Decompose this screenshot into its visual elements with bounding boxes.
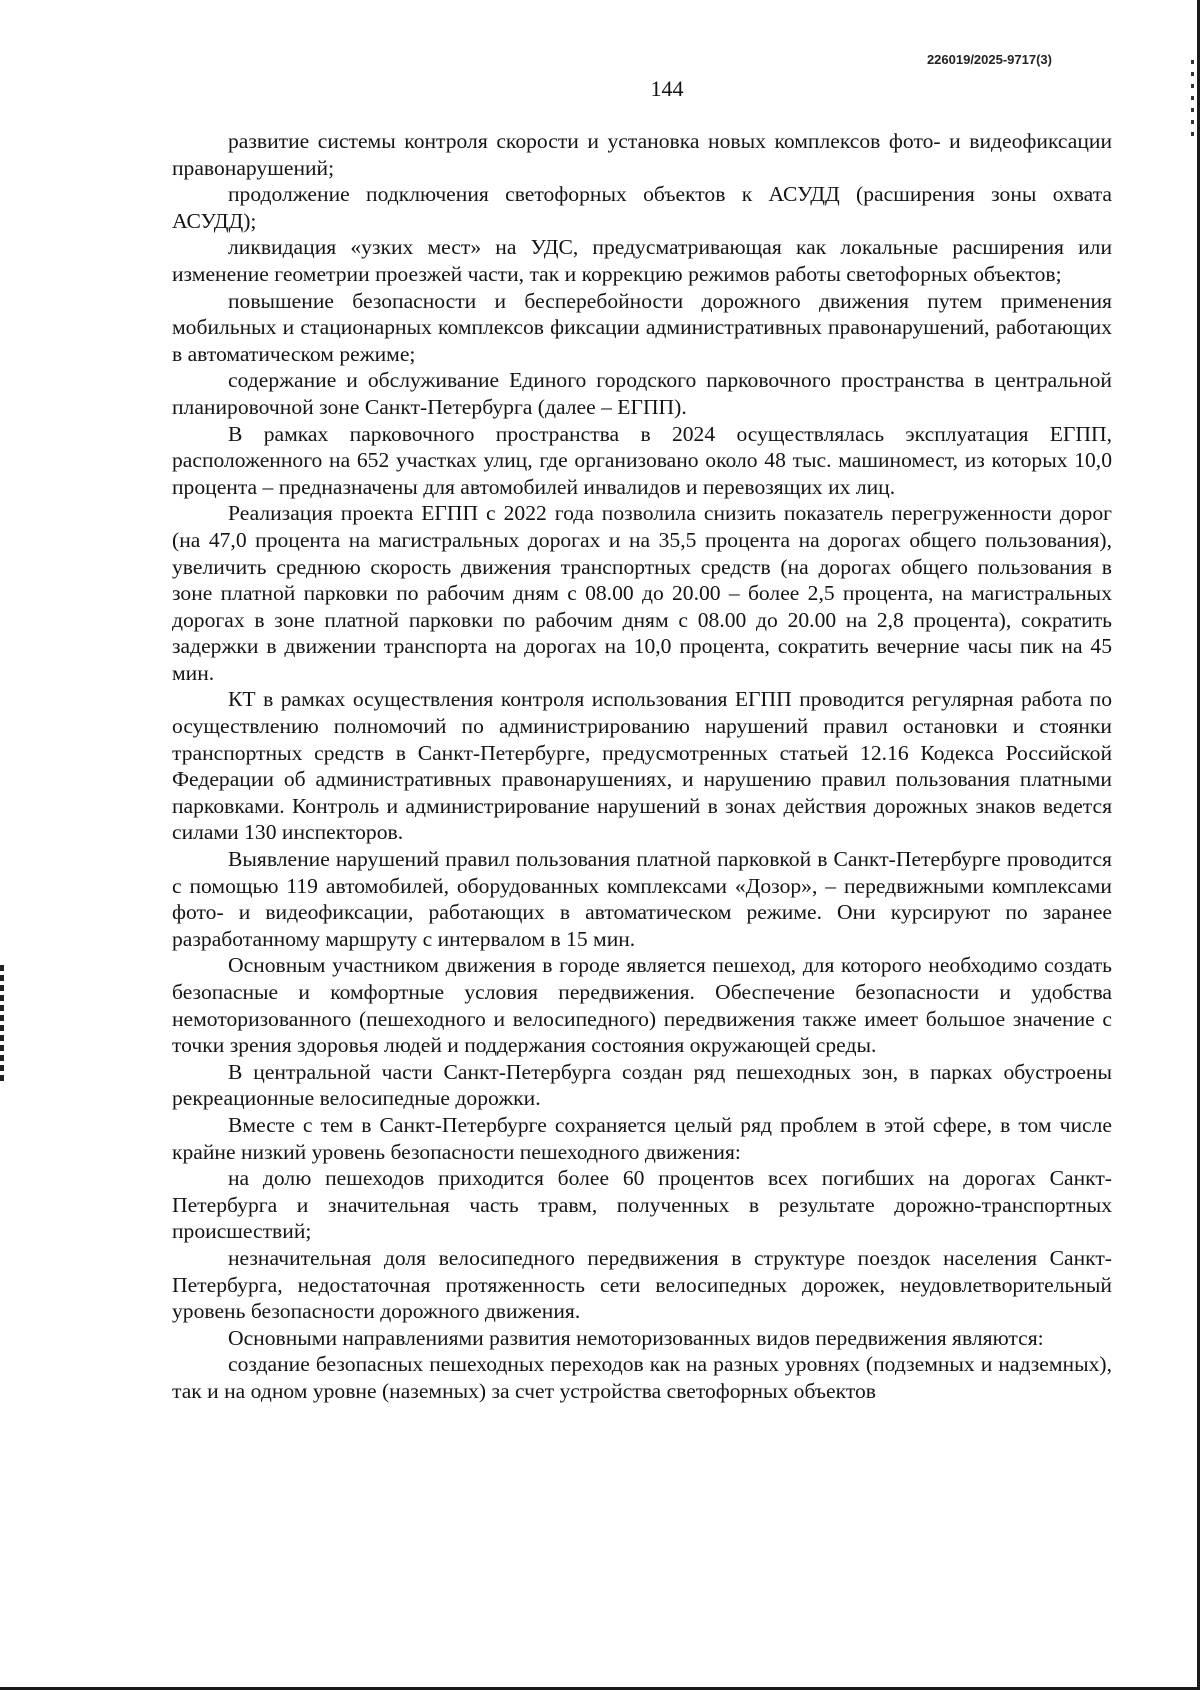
paragraph: незначительная доля велосипедного передвижения в структуре поездок населения Санкт-Петербурга, недостаточная протяженность сети велосипедных дорожек, неудовлетворительный уровень безопасности дорожного движения.	[172, 1245, 1112, 1324]
paragraph: развитие системы контроля скорости и установка новых комплексов фото- и видеофиксации правонарушений;	[172, 129, 1112, 180]
paragraph: создание безопасных пешеходных переходов как на разных уровнях (подземных и надземных), так и на одном уровне (наземных) за счет устройства светофорных объектов	[172, 1352, 1112, 1403]
paragraph: В рамках парковочного пространства в 2024 осуществлялась эксплуатация ЕГПП, расположенного на 652 участках улиц, где организовано около 48 тыс. машиномест, из которых 10,0 процента – предназначены для автомобилей инвалидов и перевозящих их лиц.	[172, 421, 1112, 499]
paragraph: Основными направлениями развития немоторизованных видов передвижения являются:	[228, 1325, 1044, 1350]
paragraph: повышение безопасности и бесперебойности дорожного движения путем применения мобильных и стационарных комплексов фиксации административных правонарушений, работающих в автоматическом режиме;	[172, 288, 1112, 366]
scan-mark-left	[0, 965, 4, 1085]
paragraph: Реализация проекта ЕГПП с 2022 года позволила снизить показатель перегруженности дорог (на 47,0 процента на магистральных дорогах и на 35,5 процента на дорогах общего пользования), увеличить среднюю скорость движения транспортных средств (на дорогах общего пользования в зоне платной парковки по рабочим дням с 08.00 до 20.00 – более 2,5 процента, на магистральных дорогах в зоне платной парковки по рабочим дням с 08.00 до 20.00 на 2,8 процента), сократить задержки в движении транспорта на дорогах на 10,0 процента, сократить вечерние часы пик на 45 мин.	[172, 501, 1112, 685]
paragraph: Выявление нарушений правил пользования платной парковкой в Санкт-Петербурге проводится с помощью 119 автомобилей, оборудованных комплексами «Дозор», – передвижными комплексами фото- и видеофиксации, работающих в автоматическом режиме. Они курсируют по заранее разработанному маршруту с интервалом в 15 мин.	[172, 847, 1112, 951]
paragraph: ликвидация «узких мест» на УДС, предусматривающая как локальные расширения или изменение геометрии проезжей части, так и коррекцию режимов работы светофорных объектов;	[172, 235, 1112, 286]
document-id: 226019/2025-9717(3)	[926, 52, 1052, 67]
paragraph: Основным участником движения в городе является пешеход, для которого необходимо создать безопасные и комфортные условия передвижения. Обеспечение безопасности и удобства немоторизованного (пешеходного и велосипедного) передвижения также имеет большое значение с точки зрения здоровья людей и поддержания состояния окружающей среды.	[172, 953, 1112, 1058]
paragraph: Вместе с тем в Санкт-Петербурге сохраняется целый ряд проблем в этой сфере, в том числе крайне низкий уровень безопасности пешеходного движения:	[172, 1112, 1112, 1164]
document-body	[172, 128, 1112, 1405]
paragraph: содержание и обслуживание Единого городского парковочного пространства в центральной планировочной зоне Санкт-Петербурга (далее – ЕГПП).	[172, 368, 1112, 419]
page-number: 144	[650, 76, 684, 101]
paragraph: КТ в рамках осуществления контроля использования ЕГПП проводится регулярная работа по осуществлению полномочий по администрированию нарушений правил остановки и стоянки транспортных средств в Санкт-Петербурге, предусмотренных статьей 12.16 Кодекса Российской Федерации об административных правонарушениях, и нарушению правил пользования платными парковками. Контроль и администрирование нарушений в зонах действия дорожных знаков ведется силами 130 инспекторов.	[172, 687, 1112, 845]
paragraph: В центральной части Санкт-Петербурга создан ряд пешеходных зон, в парках обустроены рекреационные велосипедные дорожки.	[172, 1059, 1112, 1111]
paragraph: продолжение подключения светофорных объектов к АСУДД (расширения зоны охвата АСУДД);	[172, 182, 1112, 233]
paragraph: на долю пешеходов приходится более 60 процентов всех погибших на дорогах Санкт-Петербурга и значительная часть травм, полученных в результате дорожно-транспортных происшествий;	[172, 1166, 1112, 1244]
